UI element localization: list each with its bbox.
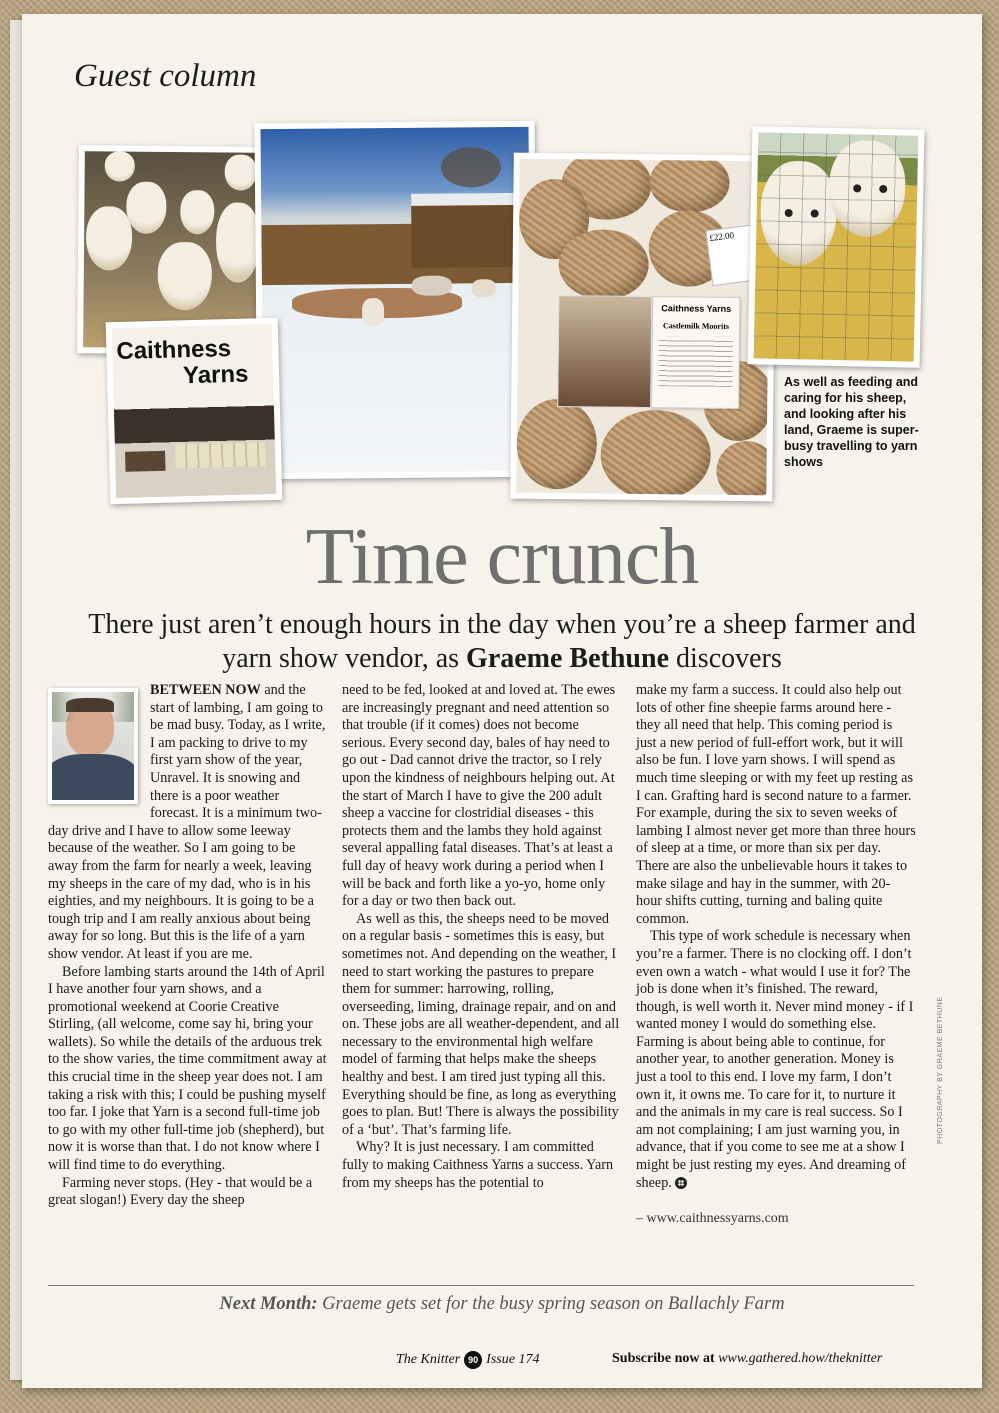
stall-banner-subtitle: Yarns bbox=[182, 360, 249, 390]
subscribe-link[interactable]: www.gathered.how/theknitter bbox=[718, 1351, 883, 1366]
photo-yarn-stall bbox=[106, 318, 283, 504]
photo-sheep-fence bbox=[748, 126, 925, 368]
paragraph: make my farm a success. It could also help out lots of other fine sheepie farms around here - they all need that help. This coming period is just a new period of full-effort work, but it will also be fun. I love yarn shows. I will spend as much time sleeping or with my feet up resting as I can. Grafting hard is second nature to a farmer. For example, during the six to seven weeks of lambing I almost never get more than three hours of sleep at a time, or more than six per day. There are also the unbelievable hours it takes to make silage and hay in the summer, with 20-hour shifts cutting, turning and baling quite common. bbox=[636, 682, 916, 927]
paragraph-text: and the start of lambing, I am going to be mad busy. Today, as I write, I am packing to drive to my first yarn show of the year, Unravel. It is snowing and there is a poor weather forecast. It is a minimum two-day drive and I have to allow some leeway because of the weather. So I am going to be away from the farm for nearly a week, leaving my sheeps in the care of my dad, who is in his eighties, and my neighbours. It is going to be a tough trip and I am really anxious about being away for so long. But this is the life of a yarn show vendor. At least if you are me. bbox=[48, 682, 326, 962]
info-card-title: Caithness Yarns bbox=[661, 303, 732, 314]
next-month-text: Graeme gets set for the busy spring season on Ballachly Farm bbox=[317, 1294, 785, 1314]
stall-banner-title: Caithness bbox=[116, 335, 232, 366]
paragraph bbox=[636, 928, 916, 1192]
photo-caption: As well as feeding and caring for his sheep, and looking after his land, Graeme is super-busy travelling to yarn shows bbox=[784, 375, 919, 469]
author-name: Graeme Bethune bbox=[466, 643, 670, 674]
info-card-subtitle: Castlemilk Moorits bbox=[662, 321, 730, 331]
subscribe-label: Subscribe now at bbox=[612, 1351, 719, 1366]
next-month-label: Next Month: bbox=[219, 1294, 318, 1314]
end-mark-icon bbox=[675, 1177, 687, 1189]
next-month-teaser bbox=[22, 1294, 982, 1315]
info-card bbox=[651, 296, 740, 409]
photo-snowy-farm bbox=[254, 121, 537, 479]
divider bbox=[48, 1285, 914, 1286]
standfirst bbox=[62, 608, 942, 676]
paragraph: Before lambing starts around the 14th of April I have another four yarn shows, and a promotional weekend at Coorie Creative Stirling, (all welcome, come say hi, bring your wallets). So while the details of the arduous trek to the show varies, the time commitment away at this crucial time in the sheep year does not. I am taking a risk with this; I could be pushing myself too far. I joke that Yarn is a second full-time job to go with my other full-time job (shepherd), but now it is worse than that. I do not know where I will find time to do everything. bbox=[48, 963, 327, 1174]
paragraph-text: This type of work schedule is necessary when you’re a farmer. There is no clocking off. I don’t even own a watch - what would I use it for? The job is done when it’s finished. The reward, though, is well worth it. Never mind money - if I wanted money I would do something else. Farming is about being able to continue, for another year, to another generation. Money is just a tool to this end. I love my farm, I don’t own it, it owns me. To care for it, to nurture it and the animals in my care is real success. So I am not complaining; I am just warning you, in advance, that if you come to see me at a show I might be just resting my eyes. And dreaming of sheep. bbox=[636, 928, 914, 1191]
footer-subscribe bbox=[612, 1351, 882, 1367]
footer-issue bbox=[396, 1351, 539, 1369]
article-column-1 bbox=[48, 682, 328, 1210]
standfirst-end: discovers bbox=[669, 643, 782, 674]
author-photo bbox=[48, 688, 138, 804]
issue-number: Issue 174 bbox=[486, 1352, 540, 1367]
photo-yarn-balls bbox=[510, 153, 776, 502]
photo-credit: PHOTOGRAPHY BY GRAEME BETHUNE bbox=[937, 996, 944, 1144]
article-column-3 bbox=[636, 682, 916, 1228]
lead-in: BETWEEN NOW bbox=[150, 682, 261, 698]
price-tag: £22.00 bbox=[705, 224, 764, 286]
paragraph: As well as this, the sheeps need to be moved on a regular basis - sometimes this is easy, but sometimes not. And depending on the weather, I need to start working the pastures to prepare them for summer: harrowing, rolling, overseeding, liming, drainage repair, and on and on. These jobs are all weather-dependent, and all necessary to the environmental high welfare model of farming that helps make the sheeps healthy and best. I am tired just typing all this. Everything should be fine, as long as everything goes to plan. But! There is always the possibility of a ‘but’. That’s farming life. bbox=[342, 910, 620, 1138]
magazine-name: The Knitter bbox=[396, 1352, 461, 1367]
website-link[interactable]: – www.caithnessyarns.com bbox=[636, 1211, 789, 1227]
article-column-2 bbox=[342, 682, 622, 1192]
magazine-page bbox=[22, 14, 982, 1388]
paragraph: need to be fed, looked at and loved at. The ewes are increasingly pregnant and need attention so that trouble (if it comes) does not become serious. Every second day, bales of hay need to go out - Dad cannot drive the tractor, so I rely upon the kindness of neighbours helping out. At the start of March I have to give the 200 adult sheep a vaccine for clostridial diseases - this protects them and the lambs they hold against several appalling fatal diseases. That’s at least a full day of heavy work during a period when I will be back and forth like a yo-yo, home only for a day or two then back out. bbox=[342, 682, 616, 910]
paragraph: Farming never stops. (Hey - that would be a great slogan!) Every day the sheep bbox=[48, 1174, 313, 1209]
standfirst-text: There just aren’t enough hours in the day when you’re a sheep farmer and yarn show vendor, as bbox=[88, 609, 916, 674]
headline: Time crunch bbox=[305, 513, 699, 601]
page-number: 90 bbox=[464, 1351, 482, 1369]
section-label: Guest column bbox=[74, 58, 257, 94]
paragraph: Why? It is just necessary. I am committed fully to making Caithness Yarns a success. Yarn from my sheeps has the potential to bbox=[342, 1139, 614, 1191]
